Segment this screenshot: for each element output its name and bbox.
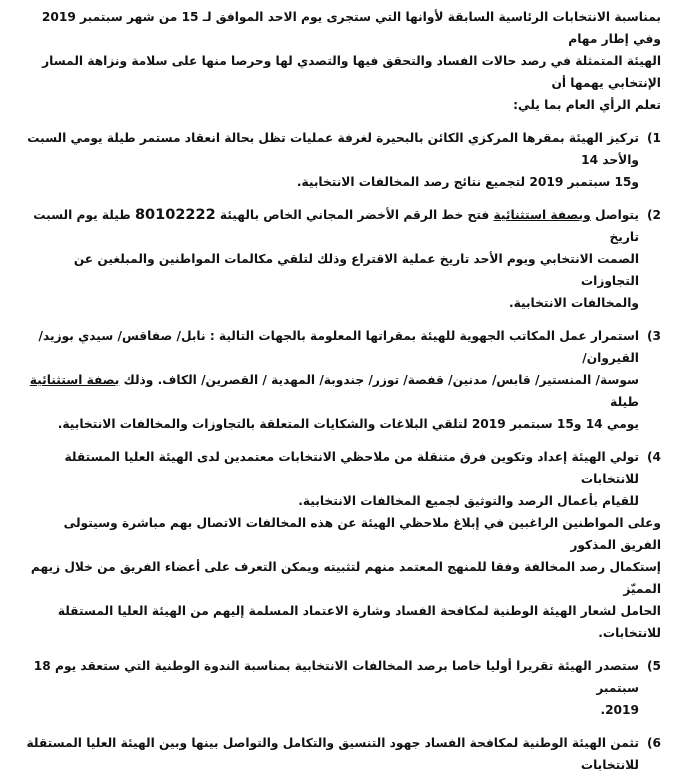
- item-text: طيلة: [610, 395, 639, 409]
- intro-paragraph: [22, 6, 661, 116]
- item-number: 2): [646, 208, 661, 222]
- item-number: 4): [646, 450, 661, 464]
- phone-number: 80102222: [134, 207, 216, 223]
- item-line: للقيام بأعمال الرصد والتوثيق لجميع المخالفات الانتخابية.: [298, 494, 639, 508]
- item-number: 5): [646, 659, 661, 673]
- body-paragraph: [22, 512, 661, 644]
- paragraph-line: وعلى المواطنين الراغبين في إبلاغ ملاحظي الهيئة عن هذه المخالفات الاتصال بهم مباشرة وسيتولى الفريق المذكور: [63, 516, 661, 552]
- list-item-5: [22, 655, 661, 721]
- underlined-text: بصفة استثنائية: [29, 373, 120, 387]
- item-line: الصمت الانتخابي ويوم الأحد تاريخ عملية الاقتراع وذلك لتلقي مكالمات المواطنين والمبلغين عن التجاوزات: [73, 252, 639, 288]
- item-text: سوسة/ المنستير/ قابس/ مدنين/ قفصة/ توزر/ جندوبة/ المهدية / القصرين/ الكاف. وذلك: [119, 373, 639, 387]
- item-line: 2019.: [600, 703, 639, 717]
- intro-line: الهيئة المتمثلة في رصد حالات الفساد والتحقق فيها والتصدي لها وحرصا منها على سلامة ونزاهة المسار الإنتخابي يهمها أن: [42, 54, 661, 90]
- paragraph-line: إستكمال رصد المخالفة وفقا للمنهج المعتمد منهم لتثبيته ويمكن التعرف على أعضاء الفريق من خلال زيهم المميّز: [30, 560, 661, 596]
- item-line: تولي الهيئة إعداد وتكوين فرق متنقلة من ملاحظي الانتخابات معتمدين لدى الهيئة العليا المستقلة للانتخابات: [64, 450, 639, 486]
- item-line: استمرار عمل المكاتب الجهوية للهيئة بمقراتها المعلومة بالجهات التالية : نابل/ صفاقس/ سيدي بوزيد/ القيروان/: [38, 329, 639, 365]
- item-line: ستصدر الهيئة تقريرا أوليا خاصا برصد المخالفات الانتخابية بمناسبة الندوة الوطنية التي ستعقد يوم 18 سبتمبر: [33, 659, 639, 695]
- item-line: تثمن الهيئة الوطنية لمكافحة الفساد جهود التنسيق والتكامل والتواصل بينها وبين الهيئة العليا المستقلة للانتخابات: [26, 736, 639, 772]
- underlined-text: وبصفة استثنائية: [493, 208, 591, 222]
- item-text: يتواصل: [590, 208, 639, 222]
- list-item-6: [22, 732, 661, 776]
- item-text: فتح خط الرقم الأخضر المجاني الخاص بالهيئة: [215, 208, 494, 222]
- intro-line: تعلم الرأي العام بما يلي:: [513, 98, 661, 112]
- item-line: [22, 369, 639, 413]
- item-text: طيلة يوم السبت تاريخ: [33, 208, 639, 244]
- item-number: 3): [646, 329, 661, 343]
- list-item-3: [22, 325, 661, 435]
- item-line: والمخالفات الانتخابية.: [508, 296, 639, 310]
- list-item-2: [22, 204, 661, 314]
- item-line: [22, 204, 639, 248]
- list-item-1: [22, 127, 661, 193]
- item-line: يومي 14 و15 سبتمبر 2019 لتلقي البلاغات والشكايات المتعلقة بالتجاوزات والمخالفات الانتخابية.: [57, 417, 639, 431]
- item-line: تركيز الهيئة بمقرها المركزي الكائن بالبحيرة لغرفة عمليات تظل بحالة انعقاد مستمر طيلة يومي السبت والأحد 14: [27, 131, 639, 167]
- item-number: 1): [646, 131, 661, 145]
- paragraph-line: الحامل لشعار الهيئة الوطنية لمكافحة الفساد وشارة الاعتماد المسلمة إليهم من الهيئة العليا المستقلة للانتخابات.: [57, 604, 661, 640]
- item-number: 6): [646, 736, 661, 750]
- intro-line: بمناسبة الانتخابات الرئاسية السابقة لأوانها التي ستجرى يوم الاحد الموافق لـ 15 من شهر سبتمبر 2019 وفي إطار مهام: [41, 10, 661, 46]
- list-item-4: [22, 446, 661, 512]
- item-line: و15 سبتمبر 2019 لتجميع نتائج رصد المخالفات الانتخابية.: [296, 175, 639, 189]
